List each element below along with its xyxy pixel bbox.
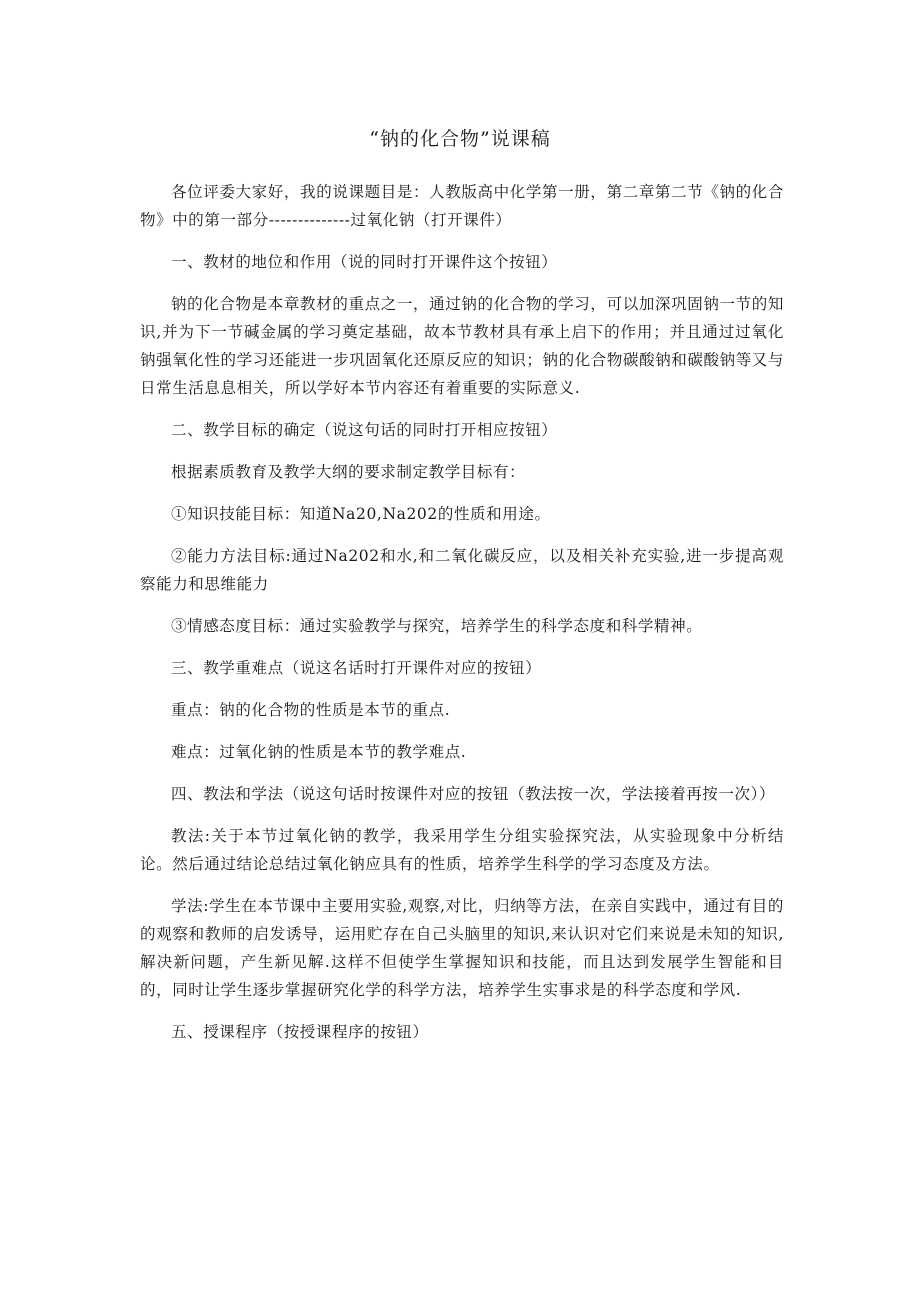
objectives-intro-paragraph: 根据素质教育及教学大纲的要求制定教学目标有：: [171, 463, 526, 481]
section-heading-1: 一、教材的地位和作用（说的同时打开课件这个按钮）: [171, 253, 558, 271]
objective-ability: ②能力方法目标:通过Na202和水,和二氧化碳反应，以及相关补充实验,进一步提高观察能力和思维能力: [140, 547, 784, 593]
intro-paragraph: 各位评委大家好，我的说课题目是：人教版高中化学第一册，第二章第二节《钠的化合物》中的第一部分--------------过氧化钠（打开课件）: [140, 183, 784, 229]
objective-attitude: ③情感态度目标：通过实验教学与探究，培养学生的科学态度和科学精神。: [171, 617, 703, 635]
section-heading-5: 五、授课程序（按授课程序的按钮）: [171, 1023, 429, 1041]
key-point-paragraph: 重点：钠的化合物的性质是本节的重点.: [171, 701, 451, 719]
section-heading-2: 二、教学目标的确定（说这句话的同时打开相应按钮）: [171, 421, 558, 439]
document-title: “钠的化合物”说课稿: [369, 128, 551, 150]
section-heading-4: 四、教法和学法（说这句话时按课件对应的按钮（教法按一次，学法接着再按一次））: [171, 785, 776, 803]
section-heading-3: 三、教学重难点（说这名话时打开课件对应的按钮）: [171, 659, 542, 677]
teaching-method-paragraph: 教法:关于本节过氧化钠的教学，我采用学生分组实验探究法，从实验现象中分析结论。然后通过结论总结过氧化钠应具有的性质，培养学生科学的学习态度及方法。: [140, 827, 784, 873]
difficulty-paragraph: 难点：过氧化钠的性质是本节的教学难点.: [171, 743, 467, 761]
document-body: [140, 178, 784, 1060]
objective-knowledge: ①知识技能目标：知道Na20,Na202的性质和用途。: [171, 505, 551, 523]
learning-method-paragraph: 学法:学生在本节课中主要用实验,观察,对比，归纳等方法，在亲自实践中，通过有目的的观察和教师的启发诱导，运用贮存在自己头脑里的知识,来认识对它们来说是未知的知识,解决新问题，产生新见解.这样不但使学生掌握知识和技能，而且达到发展学生智能和目的，同时让学生逐步掌握研究化学的科学方法，培养学生实事求是的科学态度和学风.: [140, 897, 784, 999]
textbook-role-paragraph: 钠的化合物是本章教材的重点之一，通过钠的化合物的学习，可以加深巩固钠一节的知识,并为下一节碱金属的学习奠定基础，故本节教材具有承上启下的作用；并且通过过氧化钠强氧化性的学习还能进一步巩固氧化还原反应的知识；钠的化合物碳酸钠和碳酸钠等又与日常生活息息相关，所以学好本节内容还有着重要的实际意义.: [140, 295, 785, 397]
